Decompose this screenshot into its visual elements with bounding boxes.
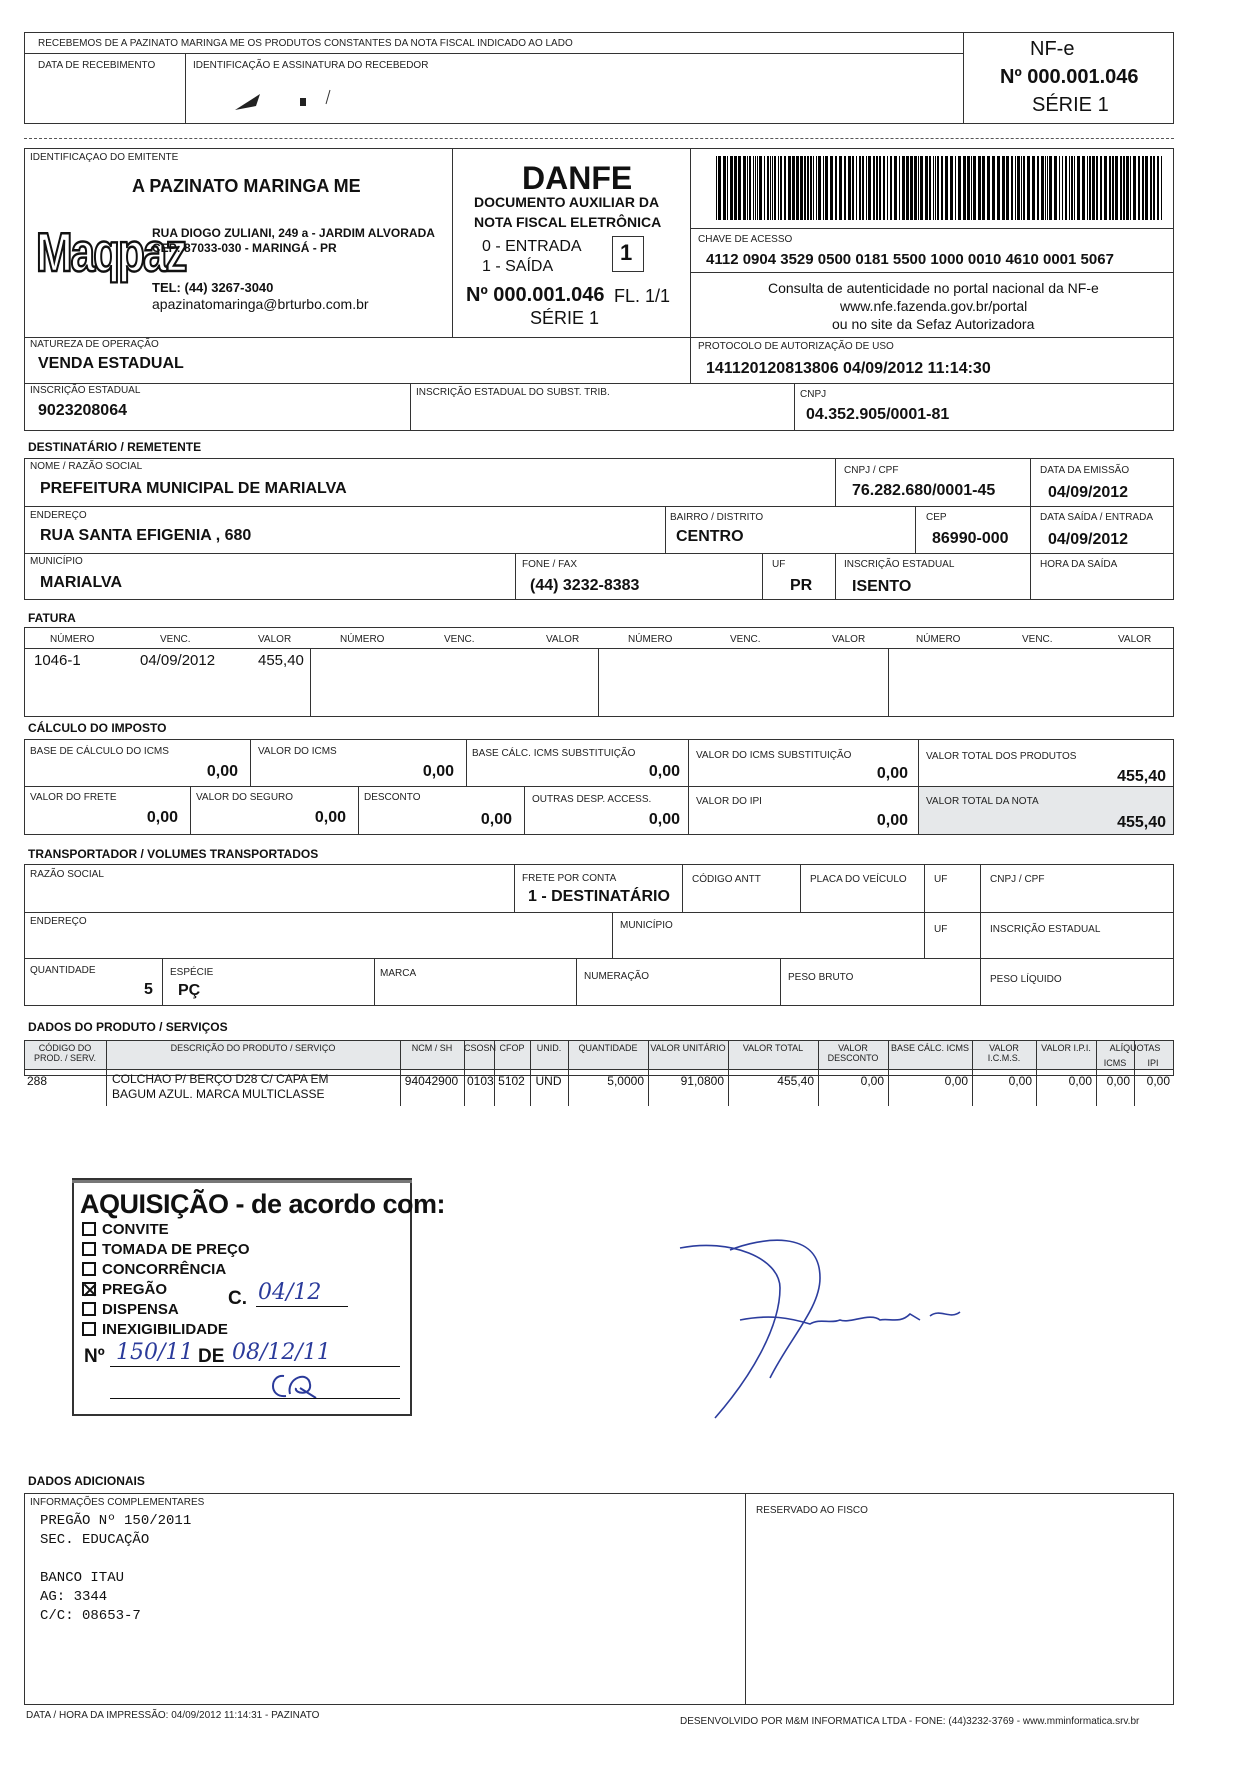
transp-mun-label: MUNICÍPIO [620, 920, 673, 931]
prod-cell-vicms: 0,00 [1008, 1074, 1032, 1088]
dest-emissao: 04/09/2012 [1048, 484, 1129, 501]
transp-end-label: ENDEREÇO [30, 916, 87, 927]
footer-left: DATA / HORA DA IMPRESSÃO: 04/09/2012 11:14:31 - PAZINATO [26, 1710, 320, 1721]
fatura-section: FATURA [28, 611, 76, 625]
dest-fone: (44) 3232-8383 [530, 577, 640, 594]
stamp-item-convite: CONVITE [82, 1221, 169, 1238]
vnota-label: VALOR TOTAL DA NOTA [926, 796, 1039, 807]
dest-uf: PR [790, 577, 813, 594]
info-line-4: AG: 3344 [40, 1589, 108, 1605]
consulta-1: Consulta de autenticidade no portal nacional da NF-e [768, 280, 1099, 296]
fatura-header-5: VALOR [546, 634, 580, 645]
info-line-3: BANCO ITAU [40, 1570, 125, 1586]
stamp-item-dispensa: DISPENSA [82, 1301, 179, 1318]
transp-pb-label: PESO BRUTO [788, 972, 854, 983]
dest-mun-label: MUNICÍPIO [30, 556, 83, 567]
fatura-numero: 1046-1 [34, 652, 81, 669]
danfe-serie: SÉRIE 1 [530, 308, 600, 328]
transp-placa-label: PLACA DO VEÍCULO [810, 874, 907, 885]
info-line-1: SEC. EDUCAÇÃO [40, 1532, 150, 1548]
canhoto-numero: Nº 000.001.046 [1000, 66, 1139, 88]
fatura-venc: 04/09/2012 [140, 652, 216, 669]
emitente-label: IDENTIFICAÇAO DO EMITENTE [30, 152, 179, 163]
prod-cell-aicms: 0,00 [1106, 1074, 1130, 1088]
desc-label: DESCONTO [364, 792, 421, 803]
prod-header-10: BASE CÁLC. ICMS [890, 1043, 970, 1053]
prod-header-5: UNID. [536, 1043, 562, 1053]
protocolo-label: PROTOCOLO DE AUTORIZAÇÃO DE USO [698, 341, 894, 352]
fatura-header-10: VENC. [1022, 634, 1053, 645]
prod-cell-vdesc: 0,00 [860, 1074, 884, 1088]
stamp-n-label: Nº [84, 1346, 105, 1367]
cnpj-label: CNPJ [800, 389, 827, 400]
canhoto-serie: SÉRIE 1 [1032, 94, 1109, 116]
prod-cell-bc: 0,00 [944, 1074, 968, 1088]
dest-saida-label: DATA SAÍDA / ENTRADA [1040, 512, 1153, 523]
danfe-numero: Nº 000.001.046 [466, 284, 605, 306]
dest-ie-label: INSCRIÇÃO ESTADUAL [844, 559, 955, 570]
transp-esp: PÇ [178, 982, 201, 999]
natureza-value: VENDA ESTADUAL [38, 355, 184, 372]
prod-cell-desc1: COLCHAO P/ BERÇO D28 C/ CAPA EM [112, 1072, 329, 1086]
icmsst-value: 0,00 [876, 765, 908, 782]
transp-section: TRANSPORTADOR / VOLUMES TRANSPORTADOS [28, 847, 319, 861]
danfe-tipo: 1 [620, 240, 633, 265]
cnpj-value: 04.352.905/0001-81 [806, 406, 950, 423]
dest-nome: PREFEITURA MUNICIPAL DE MARIALVA [40, 480, 347, 497]
bc-label: BASE DE CÁLCULO DO ICMS [30, 746, 169, 757]
convite-checkbox[interactable] [82, 1222, 96, 1236]
fatura-valor: 455,40 [258, 652, 304, 669]
barcode-icon [716, 156, 1166, 222]
emitente-email: apazinatomaringa@brturbo.com.br [152, 296, 369, 312]
danfe-sub2: NOTA FISCAL ELETRÔNICA [474, 214, 662, 230]
bcst-value: 0,00 [648, 763, 680, 780]
icmsst-label: VALOR DO ICMS SUBSTITUIÇÃO [696, 750, 852, 761]
prod-header-12: VALOR I.P.I. [1041, 1043, 1091, 1053]
dest-emissao-label: DATA DA EMISSÃO [1040, 465, 1130, 476]
bcst-label: BASE CÁLC. ICMS SUBSTITUIÇÃO [472, 748, 636, 759]
fatura-header-8: VALOR [832, 634, 866, 645]
transp-frete-label: FRETE POR CONTA [522, 873, 617, 884]
prod-cell-ncm: 94042900 [404, 1074, 459, 1088]
icms-value: 0,00 [422, 763, 454, 780]
outras-label: OUTRAS DESP. ACCESS. [532, 794, 652, 805]
inexigibilidade-checkbox[interactable] [82, 1322, 96, 1336]
prod-header-14: ICMS [1103, 1058, 1127, 1068]
stamp-title: AQUISIÇÃO - de acordo com: [80, 1189, 446, 1219]
canhoto-nfe: NF-e [1030, 38, 1075, 60]
vnota-value: 455,40 [1117, 814, 1166, 831]
signature-icon [670, 1228, 990, 1428]
seguro-label: VALOR DO SEGURO [196, 792, 294, 803]
vprod-value: 455,40 [1117, 768, 1166, 785]
dest-ie: ISENTO [852, 578, 912, 595]
transp-frete: 1 - DESTINATÁRIO [528, 888, 670, 905]
chave-label: CHAVE DE ACESSO [698, 234, 793, 245]
prod-cell-vipi: 0,00 [1068, 1074, 1092, 1088]
danfe-saida: 1 - SAÍDA [482, 258, 554, 275]
outras-value: 0,00 [648, 811, 680, 828]
ipi-value: 0,00 [876, 812, 908, 829]
footer-right: DESENVOLVIDO POR M&M INFORMATICA LTDA - FONE: (44)3232-3769 - www.mminformatica.srv.br [680, 1716, 1140, 1727]
dest-nome-label: NOME / RAZÃO SOCIAL [30, 461, 143, 472]
transp-num-label: NUMERAÇÃO [584, 971, 650, 982]
stamp-item-pregao: PREGÃO [82, 1281, 167, 1298]
stamp-de-label: DE [198, 1346, 225, 1367]
desc-value: 0,00 [480, 811, 512, 828]
dest-uf-label: UF [772, 559, 786, 570]
dest-bairro: CENTRO [676, 528, 744, 545]
prod-header-1: DESCRIÇÃO DO PRODUTO / SERVIÇO [170, 1043, 336, 1053]
dispensa-checkbox[interactable] [82, 1302, 96, 1316]
ie-label: INSCRIÇÃO ESTADUAL [30, 385, 141, 396]
stamp-c-value: 04/12 [258, 1280, 322, 1305]
ipi-label: VALOR DO IPI [696, 796, 762, 807]
transp-pl-label: PESO LÍQUIDO [990, 974, 1062, 985]
pregao-checkbox[interactable] [82, 1282, 96, 1296]
prod-header-6: QUANTIDADE [578, 1043, 638, 1053]
transp-cnpj-label: CNPJ / CPF [990, 874, 1045, 885]
dest-cep-label: CEP [926, 512, 947, 523]
fatura-header-2: VALOR [258, 634, 292, 645]
fatura-header-4: VENC. [444, 634, 475, 645]
dest-cnpj: 76.282.680/0001-45 [852, 482, 996, 499]
fatura-header-6: NÚMERO [628, 634, 673, 645]
emitente-tel: TEL: (44) 3267-3040 [152, 280, 274, 295]
dest-saida: 04/09/2012 [1048, 531, 1129, 548]
fatura-header-0: NÚMERO [50, 634, 95, 645]
prod-header-4: CFOP [499, 1043, 525, 1053]
prod-header-0: CÓDIGO DO PROD. / SERV. [33, 1043, 97, 1063]
danfe-entrada: 0 - ENTRADA [482, 238, 582, 255]
prod-header-aliquotas: ALÍQUOTAS [1109, 1043, 1161, 1053]
adicionais-section: DADOS ADICIONAIS [28, 1474, 145, 1488]
emitente-nome: A PAZINATO MARINGA ME [132, 176, 361, 196]
prod-header-7: VALOR UNITÁRIO [650, 1043, 726, 1053]
stamp-item-tomada: TOMADA DE PREÇO [82, 1241, 250, 1258]
recv-scribble-icon [230, 80, 340, 116]
prod-cell-csosn: 0103 [467, 1074, 494, 1088]
prod-cell-cfop: 5102 [498, 1074, 525, 1088]
dest-end-label: ENDEREÇO [30, 510, 87, 521]
prod-header-2: NCM / SH [411, 1043, 453, 1053]
transp-marca-label: MARCA [380, 968, 417, 979]
transp-qtd-label: QUANTIDADE [30, 965, 96, 976]
transp-razao-label: RAZÃO SOCIAL [30, 869, 104, 880]
transp-qtd: 5 [144, 981, 153, 998]
fatura-header-9: NÚMERO [916, 634, 961, 645]
company-logo: Maqpaz [36, 222, 186, 284]
prod-cell-desc2: BAGUM AZUL. MARCA MULTICLASSE [112, 1087, 325, 1101]
transp-antt-label: CÓDIGO ANTT [692, 874, 761, 885]
info-line-0: PREGÃO Nº 150/2011 [40, 1513, 192, 1529]
prod-header-8: VALOR TOTAL [742, 1043, 804, 1053]
fatura-header-3: NÚMERO [340, 634, 385, 645]
ie-value: 9023208064 [38, 402, 127, 419]
vprod-label: VALOR TOTAL DOS PRODUTOS [926, 751, 1077, 762]
dest-fone-label: FONE / FAX [522, 559, 578, 570]
stamp-initials-icon [260, 1366, 330, 1406]
recv-date-label: DATA DE RECEBIMENTO [38, 60, 156, 71]
prod-cell-aipi: 0,00 [1146, 1074, 1170, 1088]
danfe-sub1: DOCUMENTO AUXILIAR DA [474, 194, 660, 210]
concorrencia-checkbox[interactable] [82, 1262, 96, 1276]
stamp-n-value: 150/11 [116, 1340, 194, 1365]
fisco-label: RESERVADO AO FISCO [756, 1505, 868, 1516]
prod-cell-qtd: 5,0000 [607, 1074, 644, 1088]
natureza-label: NATUREZA DE OPERAÇÃO [30, 339, 159, 350]
frete-label: VALOR DO FRETE [30, 792, 117, 803]
icms-label: VALOR DO ICMS [258, 746, 337, 757]
fatura-header-7: VENC. [730, 634, 761, 645]
prod-header-15: IPI [1147, 1058, 1159, 1068]
dest-mun: MARIALVA [40, 574, 123, 591]
transp-uf-label: UF [934, 874, 948, 885]
dest-bairro-label: BAIRRO / DISTRITO [670, 512, 764, 523]
dest-section: DESTINATÁRIO / REMETENTE [28, 440, 202, 454]
canhoto-text: RECEBEMOS DE A PAZINATO MARINGA ME OS PRODUTOS CONSTANTES DA NOTA FISCAL INDICADO AO LADO [38, 38, 573, 49]
transp-ie-label: INSCRIÇÃO ESTADUAL [990, 924, 1101, 935]
prod-cell-vunit: 91,0800 [680, 1074, 724, 1088]
emitente-cep: CEP: 87033-030 - MARINGÁ - PR [152, 241, 337, 255]
stamp-de-value: 08/12/11 [232, 1340, 331, 1365]
ie-st-label: INSCRIÇÃO ESTADUAL DO SUBST. TRIB. [416, 387, 610, 398]
dest-cnpj-label: CNPJ / CPF [844, 465, 899, 476]
protocolo-value: 141120120813806 04/09/2012 11:14:30 [706, 360, 991, 377]
danfe-folha: FL. 1/1 [614, 286, 671, 306]
stamp-item-concorrencia: CONCORRÊNCIA [82, 1261, 226, 1278]
dest-end: RUA SANTA EFIGENIA , 680 [40, 527, 252, 544]
recv-id-label: IDENTIFICAÇÃO E ASSINATURA DO RECEBEDOR [193, 60, 429, 71]
consulta-3: ou no site da Sefaz Autorizadora [832, 316, 1035, 332]
dest-cep: 86990-000 [932, 530, 1009, 547]
stamp-item-inexigibilidade: INEXIGIBILIDADE [82, 1321, 228, 1338]
prod-header-11: VALOR I.C.M.S. [987, 1043, 1021, 1063]
consulta-2: www.nfe.fazenda.gov.br/portal [840, 298, 1028, 314]
tomada-checkbox[interactable] [82, 1242, 96, 1256]
emitente-endereco: RUA DIOGO ZULIANI, 249 a - JARDIM ALVORADA [152, 226, 435, 240]
bc-value: 0,00 [206, 763, 238, 780]
prod-header-3: CSOSN [464, 1043, 497, 1053]
imposto-section: CÁLCULO DO IMPOSTO [28, 721, 167, 735]
info-line-5: C/C: 08653-7 [40, 1608, 141, 1624]
prod-cell-unid: UND [535, 1074, 562, 1088]
frete-value: 0,00 [146, 809, 178, 826]
info-label: INFORMAÇÕES COMPLEMENTARES [30, 1497, 205, 1508]
fatura-header-1: VENC. [160, 634, 191, 645]
chave-value: 4112 0904 3529 0500 0181 5500 1000 0010 4610 0001 5067 [706, 251, 1114, 268]
transp-esp-label: ESPÉCIE [170, 967, 214, 978]
produtos-section: DADOS DO PRODUTO / SERVIÇOS [28, 1020, 228, 1034]
dest-hora-label: HORA DA SAÍDA [1040, 559, 1118, 570]
prod-cell-vtotal: 455,40 [777, 1074, 814, 1088]
stamp-c-label: C. [228, 1288, 247, 1309]
fatura-header-11: VALOR [1118, 634, 1152, 645]
prod-cell-cod: 288 [27, 1074, 48, 1088]
danfe-title: DANFE [522, 160, 633, 196]
seguro-value: 0,00 [314, 809, 346, 826]
prod-header-9: VALOR DESCONTO [827, 1043, 879, 1063]
transp-uf2-label: UF [934, 924, 948, 935]
